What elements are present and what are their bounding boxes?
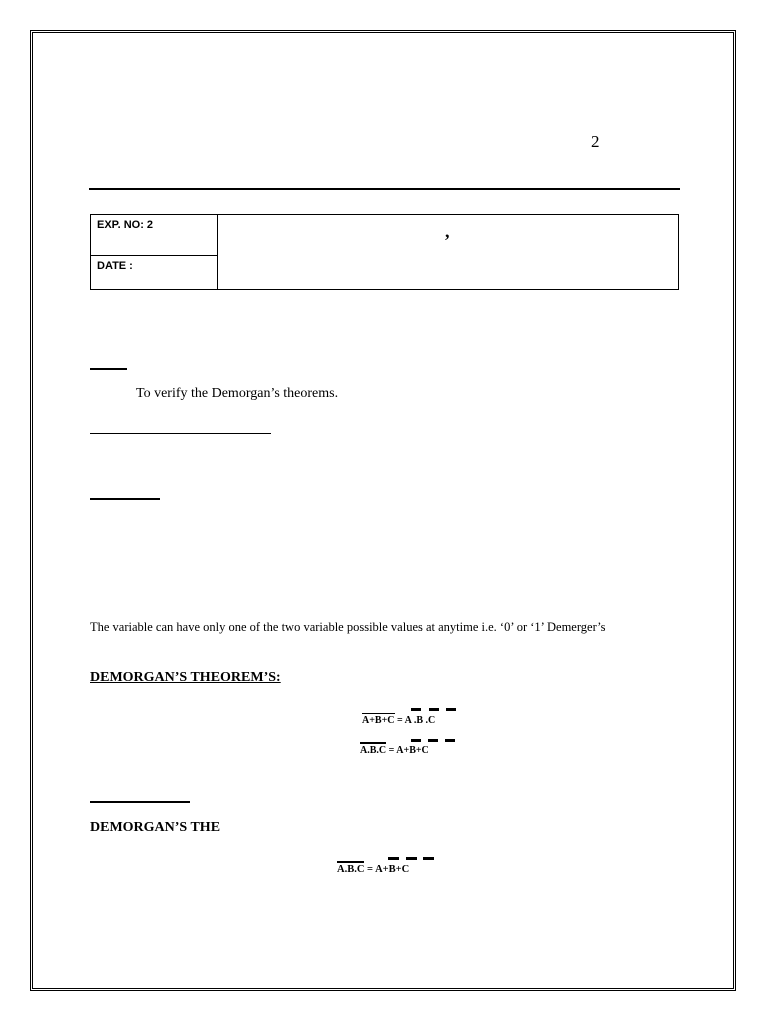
theory-body-text: The variable can have only one of the two variable possible values at anytime i.e. ‘0’ or ‘1’ Demerger’s [90,620,606,634]
formula-3-bar-a [388,857,399,860]
experiment-header-table [90,214,679,290]
formula-2 [360,745,429,756]
formula-3-bar-c [423,857,434,860]
date-label: DATE : [97,260,133,272]
aim-heading-line [90,368,127,370]
theory-heading-line [90,498,160,500]
aim-text: To verify the Demorgan’s theorems. [136,386,339,401]
page-border [30,30,736,991]
formula-3-rhs: = A+B+C [367,864,410,875]
formula-1-bar-c [446,708,456,711]
section-divider-line [90,801,190,803]
experiment-title: , [445,221,450,241]
header-rule [89,188,680,190]
formula-1-lhs: A+B+C [362,715,395,726]
apparatus-line [90,433,271,434]
formula-2-bar-a [411,739,421,742]
table-divider [91,255,218,256]
formula-2-lhs: A.B.C [360,742,386,756]
formula-1-rhs: = A .B .C [397,715,436,726]
theorems-heading: DEMORGAN’S THEOREM’S: [90,670,281,685]
formula-3 [337,864,409,875]
formula-3-bar-b [406,857,417,860]
exp-no-label: EXP. NO: 2 [97,219,154,231]
formula-2-bar-b [428,739,438,742]
page-number: 2 [591,132,600,151]
formula-2-bar-c [445,739,455,742]
formula-2-rhs: = A+B+C [388,745,429,756]
second-section-heading: DEMORGAN’S THE [90,820,221,835]
formula-1 [362,715,435,726]
formula-1-bar-a [411,708,421,711]
formula-1-bar-b [429,708,439,711]
formula-3-lhs: A.B.C [337,861,364,875]
